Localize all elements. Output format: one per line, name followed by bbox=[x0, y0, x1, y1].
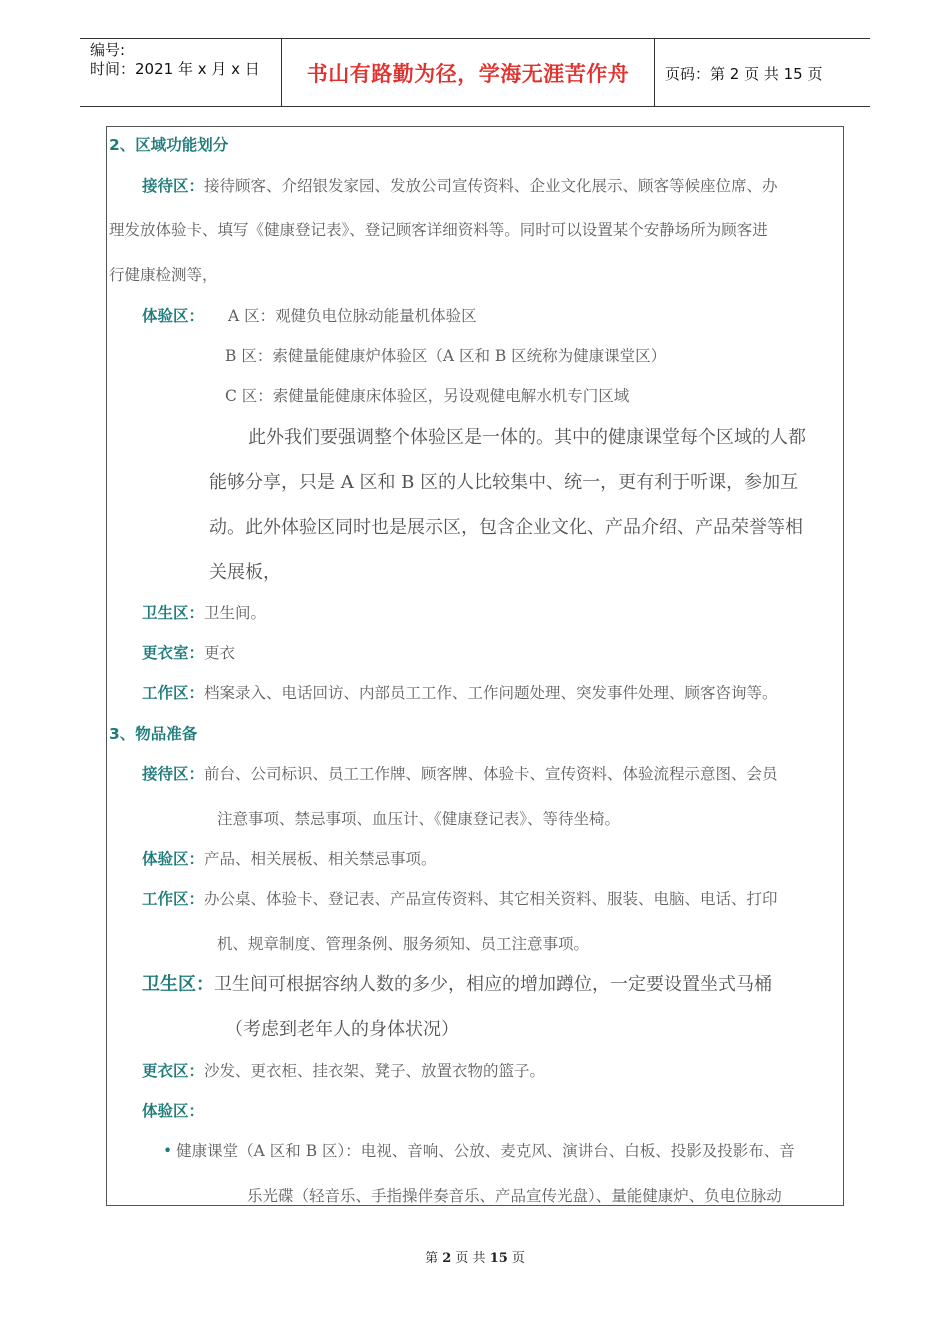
work-zone-label: 工作区： bbox=[142, 684, 205, 702]
reception-text-line: 理发放体验卡、填写《健康登记表》、登记顾客详细资料等。同时可以设置某个安静场所为顾客进 bbox=[109, 221, 768, 239]
experience-note-line: 能够分享，只是 A 区和 B 区的人比较集中、统一，更有利于听课，参加互 bbox=[209, 472, 799, 493]
changing-items-text: 沙发、更衣柜、挂衣架、凳子、放置衣物的篮子。 bbox=[204, 1062, 546, 1080]
sanitary-label: 卫生区： bbox=[142, 604, 205, 622]
reception-text: 接待顾客、介绍银发家园、发放公司宣传资料、企业文化展示、顾客等候座位席、办 bbox=[204, 177, 778, 195]
page-footer bbox=[0, 1247, 950, 1266]
sanitary-items-label: 卫生区： bbox=[142, 974, 214, 995]
page-header bbox=[80, 38, 870, 107]
sanitary-items-line: （考虑到老年人的身体状况） bbox=[225, 1019, 459, 1040]
experience-label: 体验区： bbox=[142, 307, 205, 325]
experience-zone-c: C 区：索健量能健康床体验区，另设观健电解水机专门区域 bbox=[225, 387, 630, 405]
work-items bbox=[142, 887, 778, 909]
reception-items bbox=[142, 762, 778, 784]
content-box bbox=[106, 126, 844, 1206]
health-class-line: 乐光碟（轻音乐、手指操伴奏音乐、产品宣传光盘）、量能健康炉、负电位脉动 bbox=[247, 1187, 782, 1205]
document-number-label: 编号: bbox=[90, 41, 126, 59]
experience-zone-b: B 区：索健量能健康炉体验区（A 区和 B 区统称为健康课堂区） bbox=[225, 347, 667, 365]
experience-note-line: 此外我们要强调整个体验区是一体的。其中的健康课堂每个区域的人都 bbox=[248, 427, 806, 448]
experience-zone-a: A 区：观健负电位脉动能量机体验区 bbox=[228, 307, 477, 325]
work-items-label: 工作区： bbox=[142, 890, 205, 908]
health-class-items bbox=[163, 1139, 795, 1161]
reception-items-text: 前台、公司标识、员工工作牌、顾客牌、体验卡、宣传资料、体验流程示意图、会员 bbox=[204, 765, 778, 783]
experience-items-label: 体验区： bbox=[142, 850, 205, 868]
footer-prefix: 第 bbox=[425, 1251, 439, 1266]
experience-zone bbox=[142, 304, 477, 326]
work-items-line: 机、规章制度、管理条例、服务须知、员工注意事项。 bbox=[217, 935, 590, 953]
reception-items-line: 注意事项、禁忌事项、血压计、《健康登记表》、等待坐椅。 bbox=[217, 810, 621, 828]
experience-items-2 bbox=[142, 1099, 204, 1121]
sanitary-zone bbox=[142, 601, 266, 623]
changing-room bbox=[142, 641, 235, 663]
work-items-text: 办公桌、体验卡、登记表、产品宣传资料、其它相关资料、服装、电脑、电话、打印 bbox=[204, 890, 778, 908]
experience-note-line: 关展板， bbox=[209, 562, 281, 583]
changing-items bbox=[142, 1059, 545, 1081]
experience-items-2-label: 体验区： bbox=[142, 1102, 205, 1120]
changing-room-text: 更衣 bbox=[204, 644, 236, 662]
footer-suffix: 页 bbox=[511, 1251, 525, 1266]
header-divider bbox=[654, 39, 655, 106]
reception-items-label: 接待区： bbox=[142, 765, 205, 783]
sanitary-items bbox=[142, 970, 772, 996]
health-class-text: 健康课堂（A 区和 B 区）：电视、音响、公放、麦克风、演讲台、白板、投影及投影布、音 bbox=[176, 1142, 795, 1160]
footer-total-pages: 15 bbox=[489, 1251, 508, 1266]
header-page-number: 页码：第 2 页 共 15 页 bbox=[665, 65, 823, 83]
header-meta bbox=[90, 41, 260, 79]
experience-note-line: 动。此外体验区同时也是展示区，包含企业文化、产品介绍、产品荣誉等相 bbox=[209, 517, 803, 538]
reception-paragraph bbox=[142, 174, 778, 196]
section-2-heading: 2、区域功能划分 bbox=[109, 136, 229, 154]
reception-label: 接待区： bbox=[142, 177, 205, 195]
footer-mid: 页 共 bbox=[455, 1251, 486, 1266]
changing-room-label: 更衣室： bbox=[142, 644, 205, 662]
changing-items-label: 更衣区： bbox=[142, 1062, 205, 1080]
document-date: 时间：2021 年 x 月 x 日 bbox=[90, 60, 260, 78]
section-3-heading: 3、物品准备 bbox=[109, 725, 198, 743]
experience-items bbox=[142, 847, 437, 869]
footer-page-number: 2 bbox=[442, 1251, 452, 1266]
work-zone-text: 档案录入、电话回访、内部员工工作、工作问题处理、突发事件处理、顾客咨询等。 bbox=[204, 684, 778, 702]
sanitary-items-text: 卫生间可根据容纳人数的多少，相应的增加蹲位，一定要设置坐式马桶 bbox=[214, 974, 772, 995]
sanitary-text: 卫生间。 bbox=[204, 604, 267, 622]
reception-text-line: 行健康检测等， bbox=[109, 266, 218, 284]
work-zone bbox=[142, 681, 778, 703]
header-motto: 书山有路勤为径，学海无涯苦作舟 bbox=[306, 61, 630, 86]
bullet-icon: • bbox=[163, 1142, 173, 1160]
experience-items-text: 产品、相关展板、相关禁忌事项。 bbox=[204, 850, 437, 868]
